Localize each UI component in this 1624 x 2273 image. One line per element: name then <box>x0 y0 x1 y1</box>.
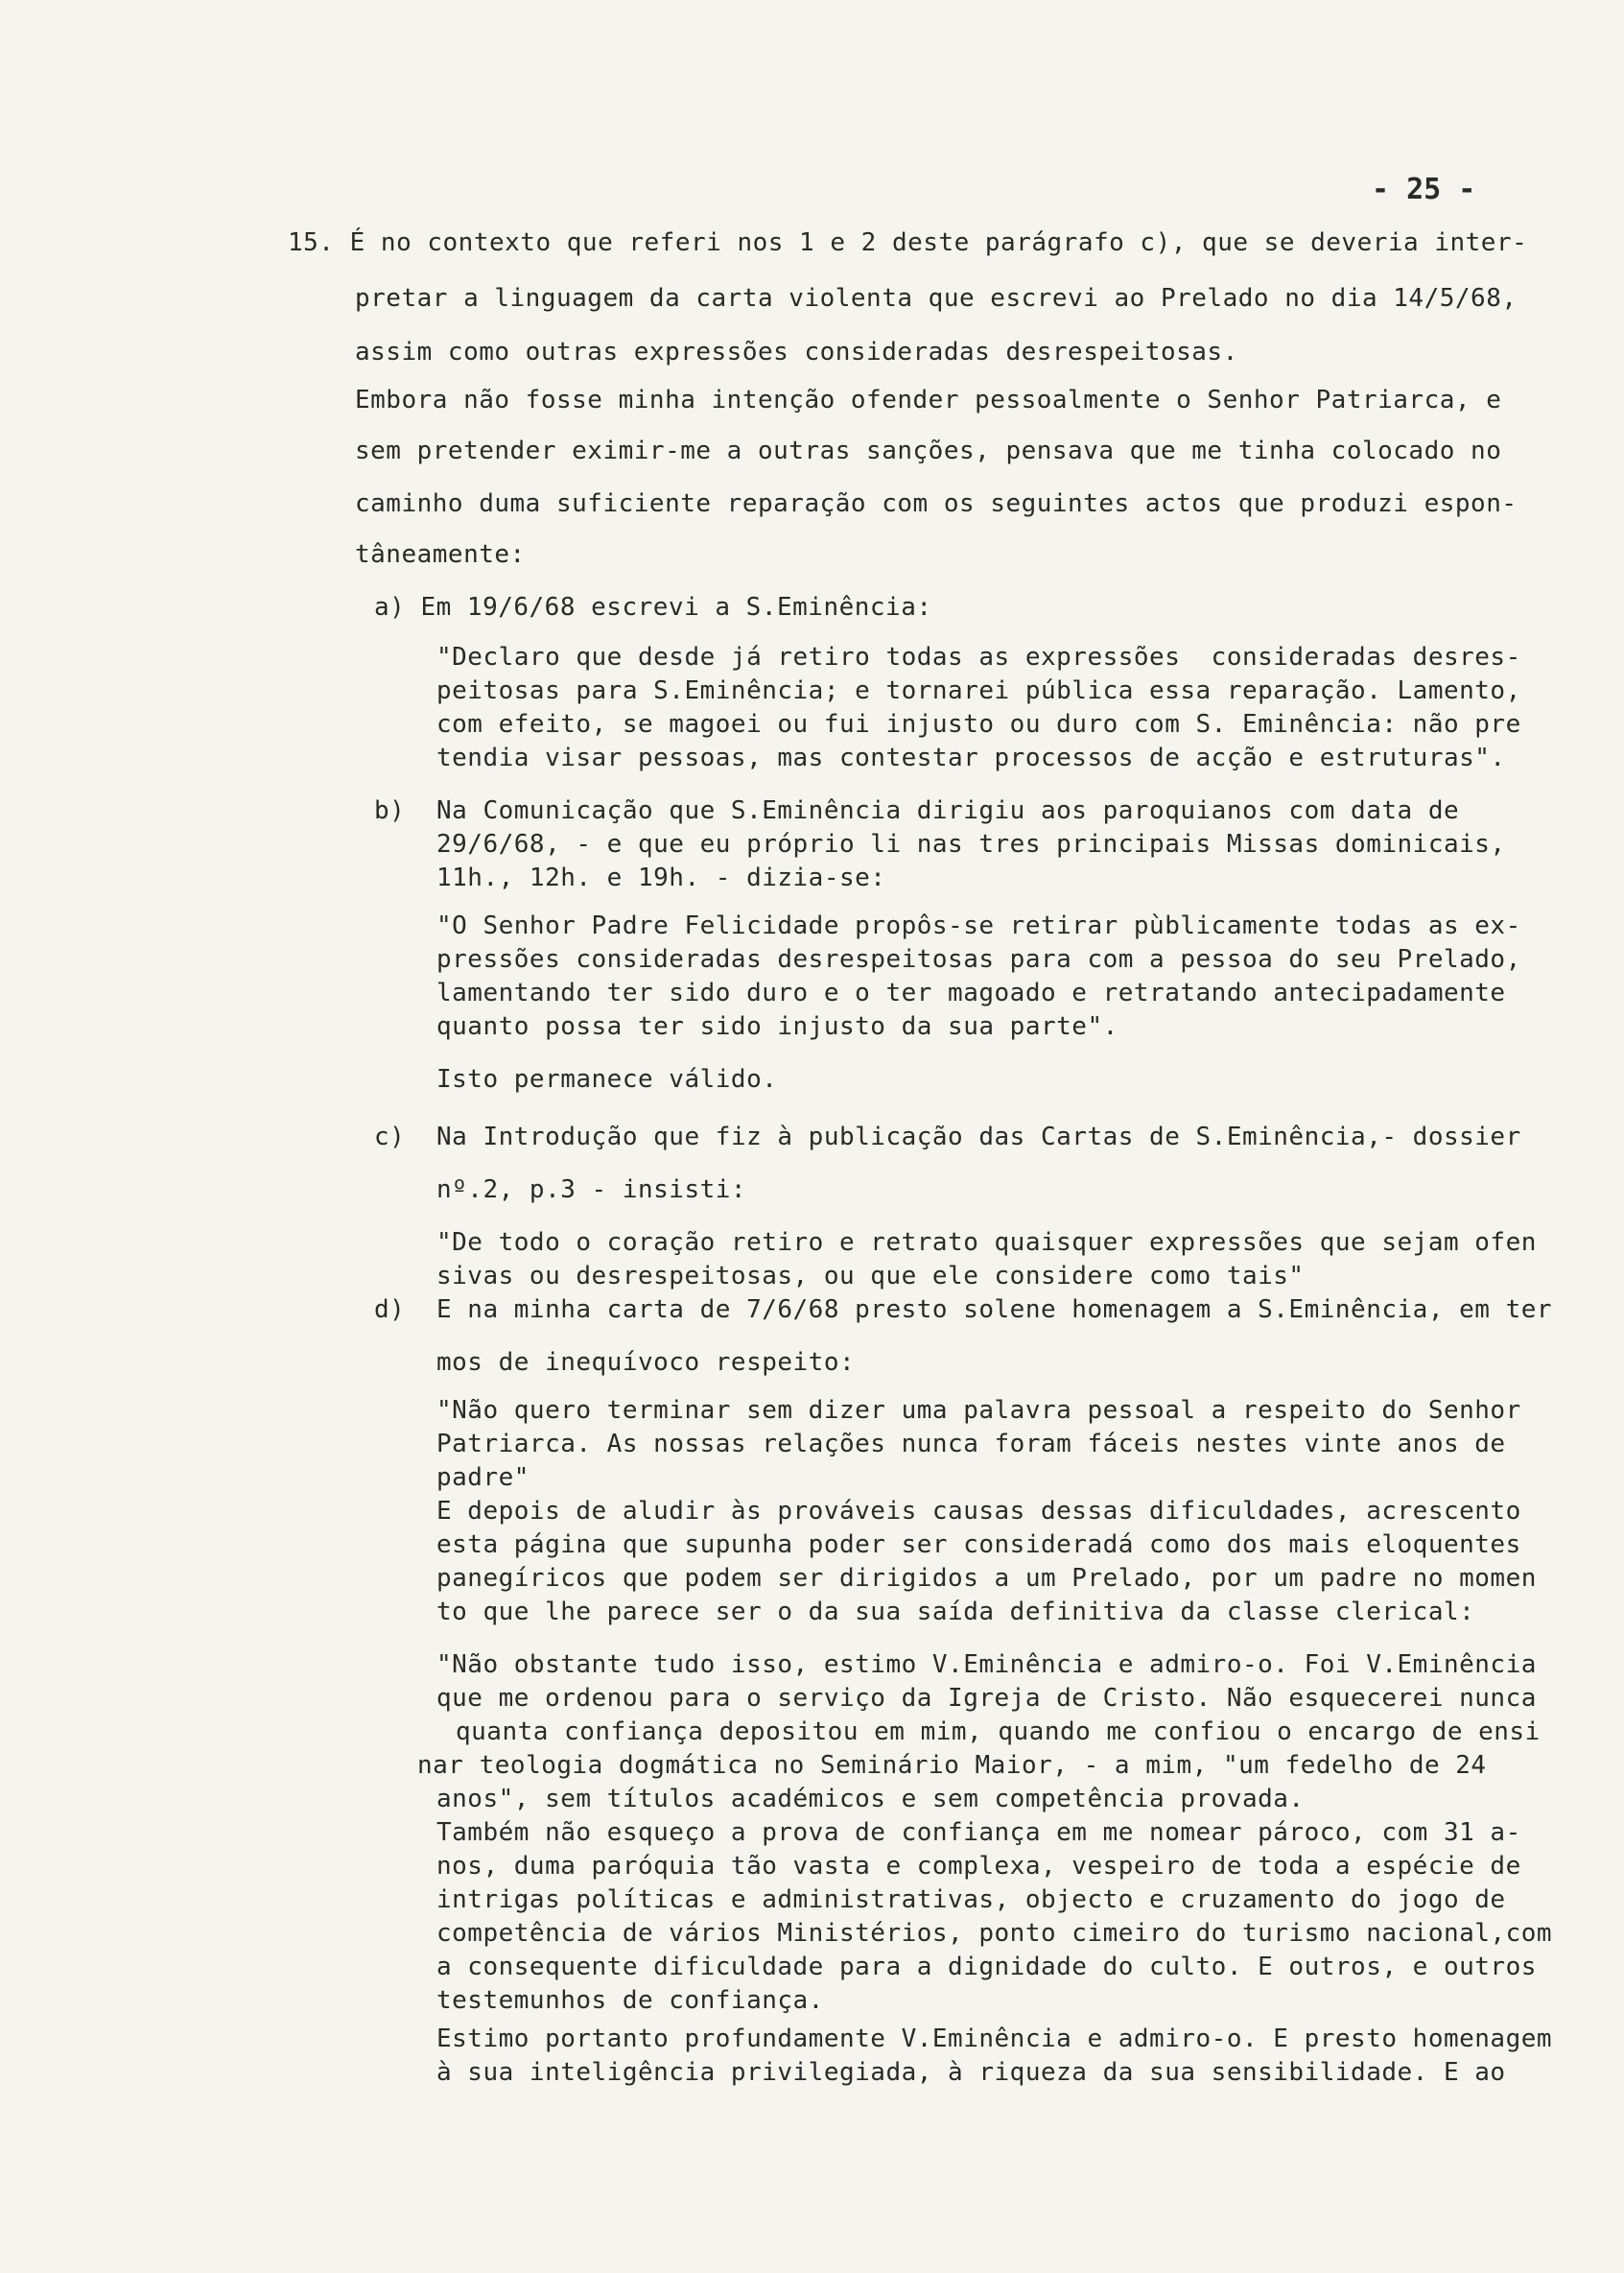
text-line: que me ordenou para o serviço da Igreja de Cristo. Não esquecerei nunca <box>436 1684 1537 1713</box>
text-line: "Não quero terminar sem dizer uma palavra pessoal a respeito do Senhor <box>436 1396 1521 1425</box>
text-line: E na minha carta de 7/6/68 presto solene homenagem a S.Eminência, em ter <box>436 1295 1553 1324</box>
text-line: Na Comunicação que S.Eminência dirigiu aos paroquianos com data de <box>436 796 1460 825</box>
text-line: "Não obstante tudo isso, estimo V.Eminência e admiro-o. Foi V.Eminência <box>436 1650 1537 1679</box>
text-line: testemunhos de confiança. <box>436 1986 824 2015</box>
text-line: Isto permanece válido. <box>436 1065 778 1094</box>
text-line: 15. É no contexto que referi nos 1 e 2 deste parágrafo c), que se deveria inter- <box>288 228 1528 257</box>
text-line: E depois de aludir às prováveis causas dessas dificuldades, acrescento <box>436 1497 1521 1526</box>
text-line: "Declaro que desde já retiro todas as expressões consideradas desres- <box>436 643 1521 672</box>
text-line: nos, duma paróquia tão vasta e complexa, vespeiro de toda a espécie de <box>436 1852 1521 1881</box>
text-line: competência de vários Ministérios, ponto cimeiro do turismo nacional,com <box>436 1919 1553 1948</box>
text-line: anos", sem títulos académicos e sem competência provada. <box>436 1785 1305 1813</box>
text-line: tendia visar pessoas, mas contestar processos de acção e estruturas". <box>436 744 1506 772</box>
text-line: Patriarca. As nossas relações nunca foram fáceis nestes vinte anos de <box>436 1430 1506 1458</box>
text-line: sivas ou desrespeitosas, ou que ele considere como tais" <box>436 1262 1305 1290</box>
text-line: quanta confiança depositou em mim, quando me confiou o encargo de ensi <box>456 1717 1541 1746</box>
text-line: 11h., 12h. e 19h. - dizia-se: <box>436 864 886 892</box>
text-line: d) <box>374 1295 406 1324</box>
text-line: "De todo o coração retiro e retrato quaisquer expressões que sejam ofen <box>436 1228 1537 1257</box>
text-line: Embora não fosse minha intenção ofender pessoalmente o Senhor Patriarca, e <box>355 386 1502 414</box>
text-line: Também não esqueço a prova de confiança em me nomear pároco, com 31 a- <box>436 1818 1521 1847</box>
text-line: padre" <box>436 1463 530 1492</box>
text-line: panegíricos que podem ser dirigidos a um Prelado, por um padre no momen <box>436 1564 1537 1593</box>
text-line: lamentando ter sido duro e o ter magoado e retratando antecipadamente <box>436 979 1506 1007</box>
text-line: à sua inteligência privilegiada, à riqueza da sua sensibilidade. E ao <box>436 2058 1506 2087</box>
text-line: c) <box>374 1123 406 1151</box>
text-line: Na Introdução que fiz à publicação das Cartas de S.Eminência,- dossier <box>436 1123 1521 1151</box>
text-line: to que lhe parece ser o da sua saída definitiva da classe clerical: <box>436 1598 1475 1626</box>
text-line: caminho duma suficiente reparação com os seguintes actos que produzi espon- <box>355 489 1518 518</box>
text-line: pressões consideradas desrespeitosas para com a pessoa do seu Prelado, <box>436 945 1521 974</box>
page-number: - 25 - <box>1372 173 1476 206</box>
text-line: 29/6/68, - e que eu próprio li nas tres principais Missas dominicais, <box>436 830 1506 859</box>
text-line: intrigas políticas e administrativas, objecto e cruzamento do jogo de <box>436 1885 1506 1914</box>
text-line: assim como outras expressões consideradas desrespeitosas. <box>355 338 1238 367</box>
text-line: "O Senhor Padre Felicidade propôs-se retirar pùblicamente todas as ex- <box>436 912 1521 940</box>
text-line: tâneamente: <box>355 540 526 569</box>
text-line: nar teologia dogmática no Seminário Maior, - a mim, "um fedelho de 24 <box>417 1751 1487 1780</box>
text-line: quanto possa ter sido injusto da sua parte". <box>436 1012 1118 1041</box>
text-line: b) <box>374 796 406 825</box>
text-line: a) Em 19/6/68 escrevi a S.Eminência: <box>374 593 932 622</box>
text-line: pretar a linguagem da carta violenta que escrevi ao Prelado no dia 14/5/68, <box>355 284 1518 313</box>
text-line: Estimo portanto profundamente V.Eminência e admiro-o. E presto homenagem <box>436 2024 1553 2053</box>
text-line: a consequente dificuldade para a dignidade do culto. E outros, e outros <box>436 1953 1537 1981</box>
text-line: esta página que supunha poder ser consideradá como dos mais eloquentes <box>436 1530 1521 1559</box>
text-line: sem pretender eximir-me a outras sanções, pensava que me tinha colocado no <box>355 437 1502 465</box>
text-line: com efeito, se magoei ou fui injusto ou duro com S. Eminência: não pre <box>436 710 1521 739</box>
text-line: peitosas para S.Eminência; e tornarei pública essa reparação. Lamento, <box>436 676 1521 705</box>
text-line: mos de inequívoco respeito: <box>436 1348 856 1377</box>
text-line: nº.2, p.3 - insisti: <box>436 1175 747 1204</box>
